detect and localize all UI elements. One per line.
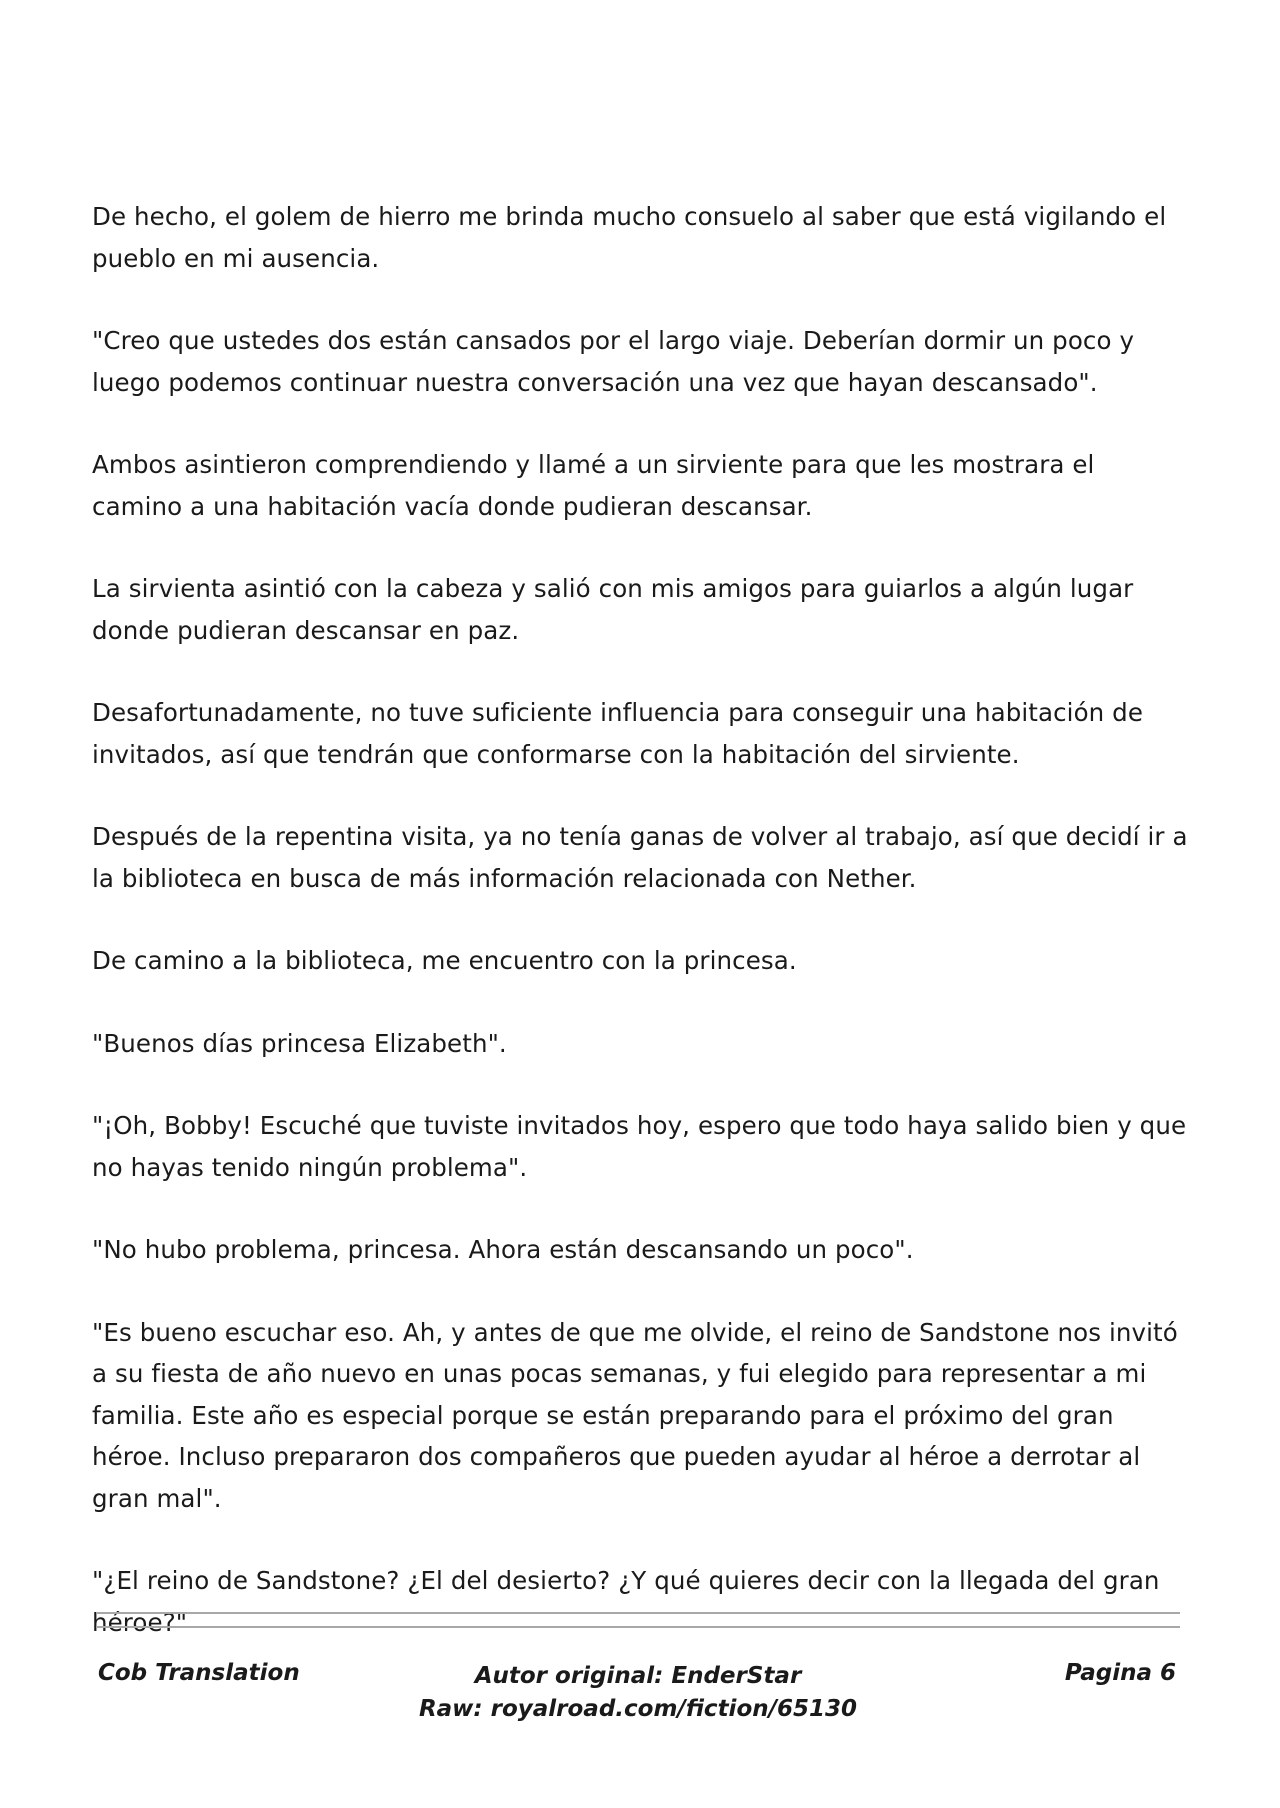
paragraph-5: Desafortunadamente, no tuve suficiente influencia para conseguir una habitación de invitados, así que tendrán que conformarse con la habitación del sirviente. xyxy=(92,698,1144,769)
footer-page-number: Pagina 6 xyxy=(1064,1660,1176,1686)
paragraph-3: Ambos asintieron comprendiendo y llamé a un sirviente para que les mostrara el camino a una habitación vacía donde pudieran descansar. xyxy=(92,450,1095,521)
footer-divider-top xyxy=(96,1612,1180,1614)
paragraph-12: "¿El reino de Sandstone? ¿El del desierto? ¿Y qué quieres decir con la llegada del gran héroe?" xyxy=(92,1566,1160,1637)
paragraph-8: "Buenos días princesa Elizabeth". xyxy=(92,1028,507,1058)
paragraph-11: "Es bueno escuchar eso. Ah, y antes de que me olvide, el reino de Sandstone nos invitó a su fiesta de año nuevo en unas pocas semanas, y fui elegido para representar a mi familia. Este año es especial porque se están preparando para el próximo del gran héroe. Incluso prepararon dos compañeros que pueden ayudar al héroe a derrotar al gran mal". xyxy=(92,1317,1178,1513)
paragraph-6: Después de la repentina visita, ya no tenía ganas de volver al trabajo, así que decidí ir a la biblioteca en busca de más información relacionada con Nether. xyxy=(92,822,1188,893)
paragraph-7: De camino a la biblioteca, me encuentro con la princesa. xyxy=(92,946,797,975)
paragraph-2: "Creo que ustedes dos están cansados por el largo viaje. Deberían dormir un poco y luego podemos continuar nuestra conversación una vez que hayan descansado". xyxy=(92,326,1135,397)
body-text xyxy=(92,196,1192,1684)
footer-credits xyxy=(96,1660,1180,1726)
paragraph-1: De hecho, el golem de hierro me brinda mucho consuelo al saber que está vigilando el pueblo en mi ausencia. xyxy=(92,202,1167,273)
page-footer xyxy=(96,1660,1180,1740)
footer-original-author: Autor original: EnderStar xyxy=(474,1663,802,1689)
paragraph-4: La sirvienta asintió con la cabeza y salió con mis amigos para guiarlos a algún lugar donde pudieran descansar en paz. xyxy=(92,574,1134,645)
paragraph-9: "¡Oh, Bobby! Escuché que tuviste invitados hoy, espero que todo haya salido bien y que no hayas tenido ningún problema". xyxy=(92,1111,1187,1182)
footer-raw-source: Raw: royalroad.com/fiction/65130 xyxy=(418,1696,858,1722)
footer-divider-bottom xyxy=(96,1626,1180,1628)
paragraph-10: "No hubo problema, princesa. Ahora están descansando un poco". xyxy=(92,1235,914,1264)
footer-translator: Cob Translation xyxy=(98,1660,300,1686)
